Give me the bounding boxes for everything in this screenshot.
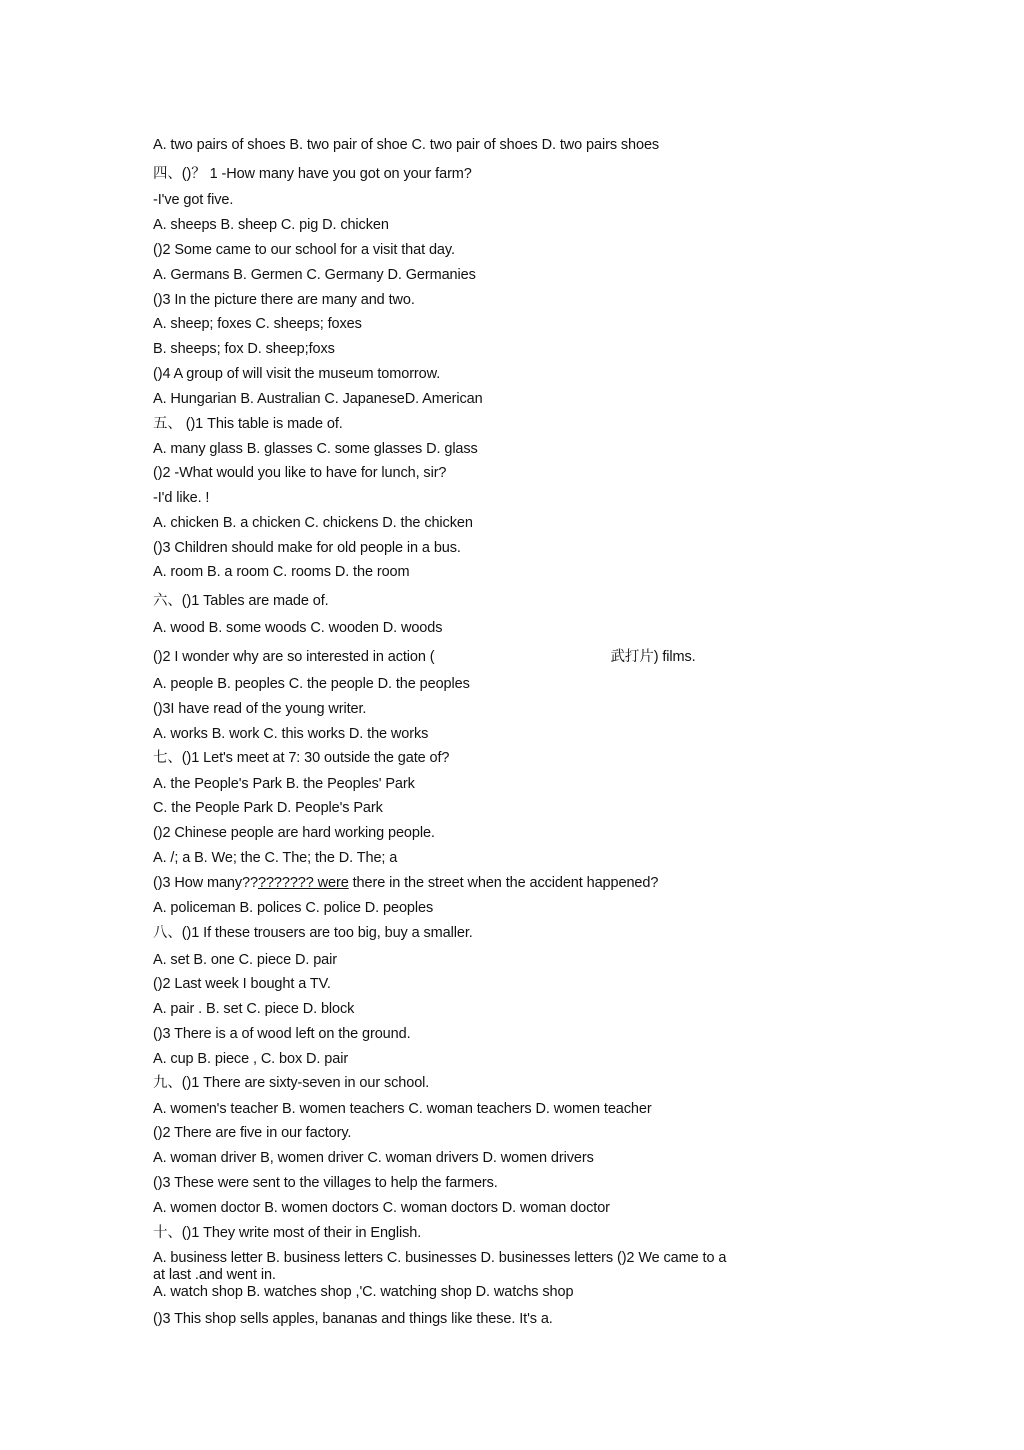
text-line: A. people B. peoples C. the people D. the peoples — [153, 676, 470, 692]
text-line: 四、()？ 1 -How many have you got on your farm? — [153, 166, 472, 182]
text-line: A. chicken B. a chicken C. chickens D. the chicken — [153, 515, 473, 531]
text-line: A. sheeps B. sheep C. pig D. chicken — [153, 217, 389, 233]
text-line: A. cup B. piece , C. box D. pair — [153, 1051, 349, 1067]
text-line-part: ()2 I wonder why are so interested in action ( — [153, 649, 435, 665]
text-line: B. sheeps; fox D. sheep;foxs — [153, 341, 335, 357]
text-line: 七、()1 Let's meet at 7: 30 outside the gate of? — [153, 750, 450, 766]
text-line: ()4 A group of will visit the museum tomorrow. — [153, 366, 441, 382]
text-line: A. set B. one C. piece D. pair — [153, 952, 337, 968]
text-line: A. two pairs of shoes B. two pair of shoe C. two pair of shoes D. two pairs shoes — [153, 137, 660, 153]
text-line: ()3 These were sent to the villages to help the farmers. — [153, 1175, 498, 1191]
underlined-text: ??????? were — [257, 875, 349, 891]
text-line: A. watch shop B. watches shop ,'C. watching shop D. watchs shop — [153, 1284, 574, 1300]
text-line: A. Hungarian B. Australian C. JapaneseD. American — [153, 391, 483, 407]
text-line: A. pair . B. set C. piece D. block — [153, 1001, 355, 1017]
text-line: ()3 This shop sells apples, bananas and things like these. It's a. — [153, 1311, 553, 1327]
text-line: ()3 In the picture there are many and two. — [153, 292, 415, 308]
text-line: ()2 -What would you like to have for lunch, sir? — [153, 465, 447, 481]
text-line: A. the People's Park B. the Peoples' Park — [153, 776, 415, 792]
text-line: A. sheep; foxes C. sheeps; foxes — [153, 316, 362, 332]
text-line — [153, 649, 696, 666]
text-line: A. woman driver B, women driver C. woman drivers D. women drivers — [153, 1150, 594, 1166]
text-line-part: ()3 How many?? — [153, 875, 258, 891]
text-line: A. works B. work C. this works D. the works — [153, 726, 429, 742]
text-line: ()2 Last week I bought a TV. — [153, 976, 331, 992]
text-line: A. women's teacher B. women teachers C. woman teachers D. women teacher — [153, 1101, 652, 1117]
text-line: -I've got five. — [153, 192, 234, 208]
text-line-part: there in the street when the accident happened? — [348, 875, 659, 891]
text-line — [153, 875, 658, 892]
text-line: A. many glass B. glasses C. some glasses D. glass — [153, 441, 478, 457]
text-line: A. room B. a room C. rooms D. the room — [153, 564, 410, 580]
text-line: A. wood B. some woods C. wooden D. woods — [153, 620, 443, 636]
text-line: 六、()1 Tables are made of. — [153, 593, 329, 609]
text-line: A. policeman B. polices C. police D. peoples — [153, 900, 434, 916]
text-line: A. Germans B. Germen C. Germany D. Germanies — [153, 267, 476, 283]
text-line: A. /; a B. We; the C. The; the D. The; a — [153, 850, 398, 866]
text-line: 十、()1 They write most of their in English. — [153, 1225, 422, 1241]
text-line: 五、 ()1 This table is made of. — [153, 416, 343, 432]
text-line: ()3 Children should make for old people in a bus. — [153, 540, 461, 556]
text-line-part: 武打片) films. — [610, 649, 696, 665]
text-line: ()2 Some came to our school for a visit that day. — [153, 242, 455, 258]
text-line: ()3 There is a of wood left on the ground. — [153, 1026, 411, 1042]
text-line: 九、()1 There are sixty-seven in our school. — [153, 1075, 430, 1091]
text-line-wrapped: A. business letter B. business letters C. businesses D. businesses letters ()2 We came to a at last .and went in. — [153, 1250, 727, 1283]
text-line: ()2 There are five in our factory. — [153, 1125, 352, 1141]
text-line: A. women doctor B. women doctors C. woman doctors D. woman doctor — [153, 1200, 610, 1216]
text-line: C. the People Park D. People's Park — [153, 800, 383, 816]
text-line: ()2 Chinese people are hard working people. — [153, 825, 435, 841]
text-line: ()3I have read of the young writer. — [153, 701, 367, 717]
text-line: -I'd like. ! — [153, 490, 210, 506]
text-line: 八、()1 If these trousers are too big, buy a smaller. — [153, 925, 473, 941]
